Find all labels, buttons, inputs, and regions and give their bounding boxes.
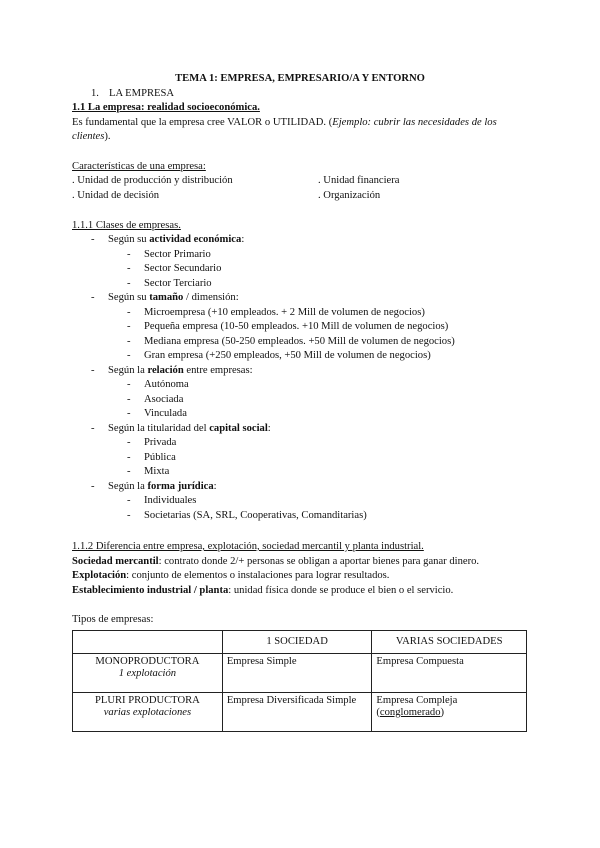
document-title: TEMA 1: EMPRESA, EMPRESARIO/A Y ENTORNO [175,73,425,84]
section-number: 1. [91,88,99,99]
list-item: Microempresa (+10 empleados. + 2 Mill de volumen de negocios) [144,307,425,318]
list-item: Individuales [144,495,197,506]
list-item: Autónoma [144,379,189,390]
list-item: Pública [144,452,176,463]
list-item: Sector Primario [144,249,211,260]
paragraph-valor [72,117,497,129]
subsection-heading: 1.1 La empresa: realidad socioeconómica. [72,102,260,113]
list-dash: - [91,481,95,492]
list-item: Sector Terciario [144,278,212,289]
definition: Sociedad mercantil: contrato donde 2/+ personas se obligan a aportar bienes para ganar dinero. [72,556,480,567]
tipos-table [72,630,527,732]
clases-heading: 1.1.1 Clases de empresas. [72,220,181,231]
diferencia-heading: 1.1.2 Diferencia entre empresa, explotación, sociedad mercantil y planta industrial. [72,541,424,552]
list-dash: - [91,234,95,245]
table-row-header: PLURI PRODUCTORA varias explotaciones [73,693,223,732]
example-text-cont: clientes [72,131,105,142]
list-dash: - [91,292,95,303]
list-item: Gran empresa (+250 empleados, +50 Mill de volumen de negocios) [144,350,431,361]
clase-criterio: Según su actividad económica: [108,234,245,245]
list-item: Sector Secundario [144,263,222,274]
table-header: 1 SOCIEDAD [222,631,372,654]
section-heading: LA EMPRESA [109,88,175,99]
definition: Establecimiento industrial / planta: unidad física donde se produce el bien o el servicio. [72,585,454,596]
table-cell: Empresa Simple [222,654,372,693]
clase-criterio: Según su tamaño / dimensión: [108,292,239,303]
paragraph-valor-line2 [72,131,111,143]
table-cell-empty [73,631,223,654]
paragraph-end: ). [104,131,111,142]
clase-criterio: Según la titularidad del capital social: [108,423,271,434]
table-header: VARIAS SOCIEDADES [372,631,527,654]
example-text: Ejemplo: cubrir las necesidades de los [332,117,497,128]
list-item: Mixta [144,466,170,477]
conglomerado-text: conglomerado [379,707,441,718]
list-item: Privada [144,437,177,448]
clase-criterio: Según la forma jurídica: [108,481,217,492]
table-cell: Empresa Diversificada Simple [222,693,372,732]
list-item: Societarias (SA, SRL, Cooperativas, Comanditarias) [144,510,367,521]
caracteristica-item: . Unidad financiera [318,175,400,186]
list-item: Pequeña empresa (10-50 empleados. +10 Mill de volumen de negocios) [144,321,449,332]
document-page: TEMA 1: EMPRESA, EMPRESARIO/A Y ENTORNO 1. LA EMPRESA 1.1 La empresa: realidad socioeconómica. Es fundamental que la empresa cree VALOR o UTILIDAD. (Ejemplo: cubrir las necesidades de los clientes). Características de una empresa: . Unidad de producción y distribución . Unidad financiera . Unidad de decisión . Organización 1.1.1 Clases de empresas. - Según su actividad económica: - Sector Primario - Sector Secundario - Sector Terciario - Según su tamaño / dimensión: - Microempresa (+10 empleados. + 2 Mill de volumen de negocios) - Pequeña empresa (10-50 empleados. +10 Mill de volumen de negocios) - Mediana empresa (50-250 empleados. +50 Mill de volumen de negocios) - Gran empresa (+250 empleados, +50 Mill de volumen de negocios) - Según la relación entre empresas: - Autónoma - Asociada - Vinculada - Según la titularidad del capital social: - Privada - Pública - Mixta - Según la forma jurídica: - Individuales - Societarias (SA, SRL, Cooperativas, Comanditarias) 1.1.2 Diferencia entre empresa, explotación, sociedad mercantil y planta industrial. Sociedad mercantil: contrato donde 2/+ personas se obligan a aportar bienes para ganar dinero. Explotación: conjunto de elementos o instalaciones para lograr resultados. Establecimiento industrial / planta: unidad física donde se produce el bien o el servicio. Tipos de empresas: 1 SOCIEDAD VARIAS SOCIEDADES MONOPRODUCTORA 1 explotación Empresa Simple Empresa Compuesta PLURI PRODUCTORA varias explotaciones Empresa Diversificada Simple Empresa Compleja (conglomerado) [0,0,600,848]
tipos-label: Tipos de empresas: [72,614,154,625]
table-cell: Empresa Compleja (conglomerado) [372,693,527,732]
list-item: Asociada [144,394,184,405]
list-item: Mediana empresa (50-250 empleados. +50 Mill de volumen de negocios) [144,336,455,347]
list-dash: - [91,423,95,434]
list-dash: - [91,365,95,376]
table-cell: Empresa Compuesta [372,654,527,693]
definition: Explotación: conjunto de elementos o instalaciones para lograr resultados. [72,570,390,581]
caracteristicas-heading: Características de una empresa: [72,161,206,172]
paragraph-text: Es fundamental que la empresa cree VALOR o UTILIDAD. ( [72,117,333,128]
table-row-header: MONOPRODUCTORA 1 explotación [73,654,223,693]
clase-criterio: Según la relación entre empresas: [108,365,253,376]
caracteristica-item: . Unidad de decisión [72,190,160,201]
caracteristica-item: . Organización [318,190,381,201]
list-item: Vinculada [144,408,187,419]
caracteristica-item: . Unidad de producción y distribución [72,175,233,186]
